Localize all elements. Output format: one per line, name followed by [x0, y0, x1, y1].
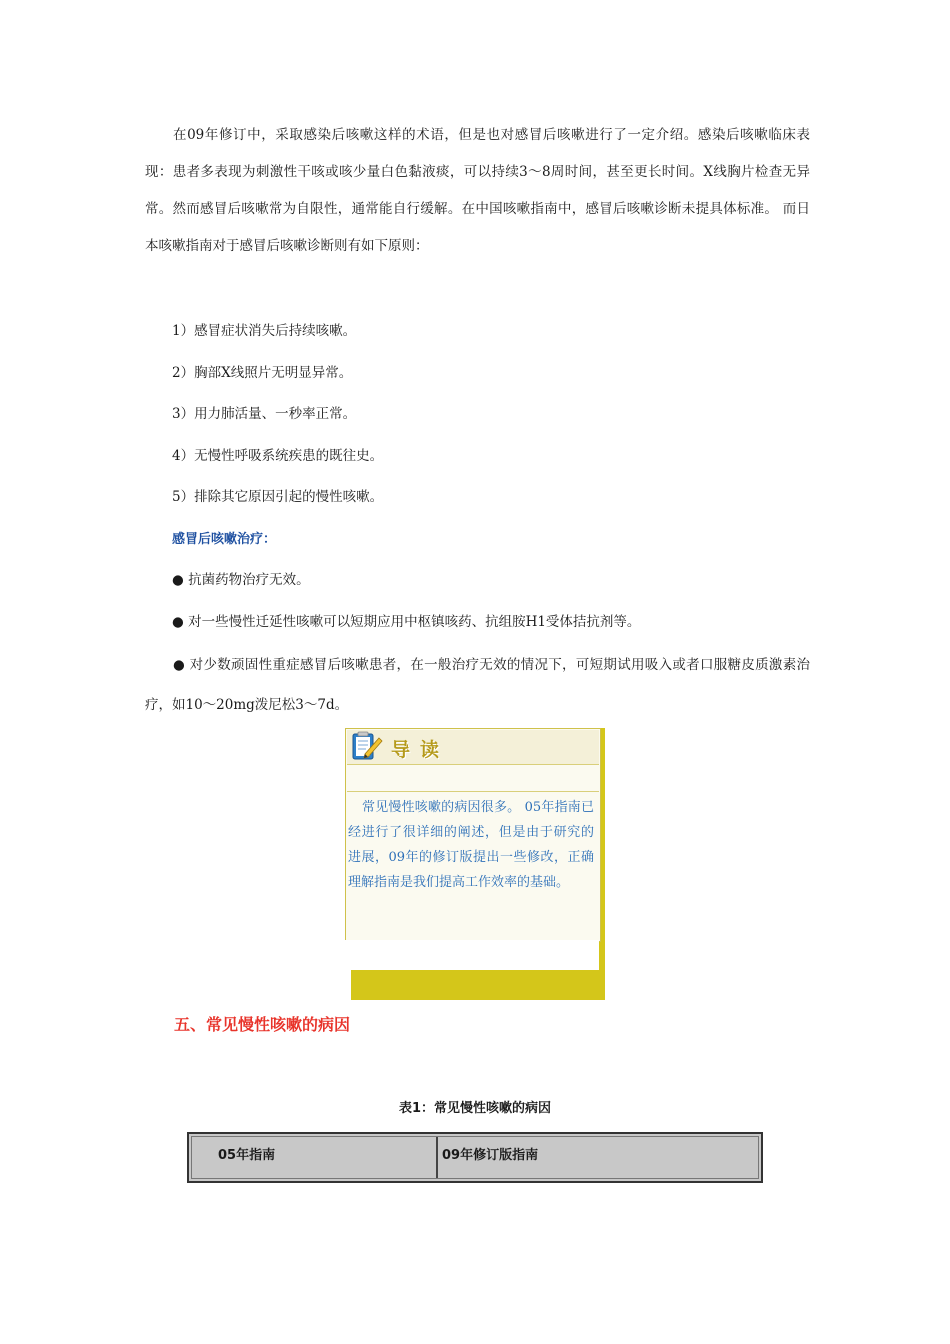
- criterion-2: 2）胸部X线照片无明显异常。: [172, 365, 353, 381]
- table-caption: 表1：常见慢性咳嗽的病因: [398, 1101, 552, 1116]
- guide-gap-edge: [345, 970, 351, 1000]
- guide-title: 导读: [391, 739, 450, 761]
- treatment-heading: 感冒后咳嗽治疗：: [172, 532, 277, 547]
- cause-table: [187, 1132, 763, 1183]
- table-header-2005: 05年指南: [218, 1148, 276, 1163]
- criterion-5: 5）排除其它原因引起的慢性咳嗽。: [172, 489, 384, 505]
- guide-header: [347, 730, 599, 765]
- guide-divider: [347, 791, 599, 792]
- guide-gap: [345, 940, 599, 970]
- guide-panel: [345, 728, 601, 942]
- treatment-item-1: ● 抗菌药物治疗无效。: [172, 572, 310, 588]
- table-header-row: [191, 1136, 759, 1179]
- treatment-item-3: ● 对少数顽固性重症感冒后咳嗽患者，在一般治疗无效的情况下，可短期试用吸入或者口服糖皮质激素治疗，如10～20mg泼尼松3～7d。: [145, 657, 810, 713]
- treatment-item-2: ● 对一些慢性迁延性咳嗽可以短期应用中枢镇咳药、抗组胺H1受体拮抗剂等。: [172, 614, 641, 630]
- intro-paragraph: 在09年修订中，采取感染后咳嗽这样的术语，但是也对感冒后咳嗽进行了一定介绍。感染后咳嗽临床表现：患者多表现为刺激性干咳或咳少量白色黏液痰，可以持续3～8周时间，甚至更长时间。X线胸片检查无异常。然而感冒后咳嗽常为自限性，通常能自行缓解。在中国咳嗽指南中，感冒后咳嗽诊断未提具体标准。 而日本咳嗽指南对于感冒后咳嗽诊断则有如下原则：: [145, 127, 810, 254]
- guide-box: [345, 728, 605, 1000]
- table-header-2009: 09年修订版指南: [436, 1137, 762, 1178]
- guide-text: 常见慢性咳嗽的病因很多。 05年指南已经进行了很详细的阐述，但是由于研究的进展，09年的修订版提出一些修改，正确理解指南是我们提高工作效率的基础。: [348, 800, 594, 890]
- criterion-3: 3）用力肺活量、一秒率正常。: [172, 406, 357, 422]
- section-title: 五、常见慢性咳嗽的病因: [174, 1015, 351, 1034]
- criterion-4: 4）无慢性呼吸系统疾患的既往史。: [172, 448, 384, 464]
- criterion-1: 1）感冒症状消失后持续咳嗽。: [172, 323, 357, 339]
- notepad-pencil-icon: [349, 730, 383, 764]
